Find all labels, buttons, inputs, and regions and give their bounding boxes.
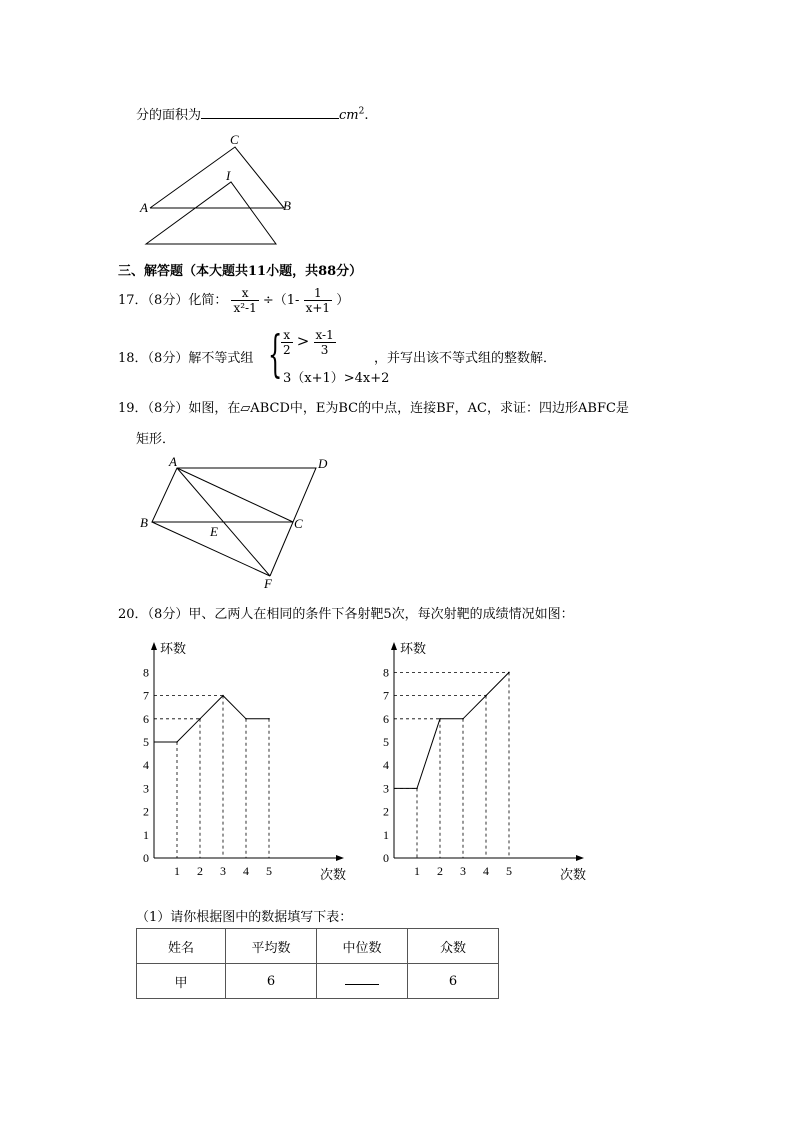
- table-row: [137, 964, 499, 999]
- result-table: [136, 928, 499, 999]
- q18-gt: >: [296, 332, 310, 350]
- data-point: [416, 788, 418, 790]
- q16-tail: [136, 104, 369, 123]
- label-b: B: [140, 515, 148, 530]
- median-blank[interactable]: [345, 974, 379, 985]
- data-point: [439, 718, 441, 720]
- q18-number: 18．（8分）解不等式组: [118, 351, 254, 366]
- cell-mean: 6: [226, 964, 317, 999]
- label-a: A: [169, 454, 177, 469]
- y-axis-label: 环数: [400, 641, 427, 656]
- y-tick-label: 3: [143, 781, 149, 796]
- data-point: [268, 718, 270, 720]
- y-tick-label: 1: [143, 827, 149, 842]
- q19-line-2: 矩形．: [136, 432, 176, 447]
- x-tick-label: 4: [483, 864, 489, 878]
- x-axis-label: 次数: [560, 867, 587, 882]
- x-tick-label: 2: [437, 864, 443, 878]
- series-line: [154, 696, 269, 742]
- label-e: E: [210, 524, 218, 539]
- q17-f1-den: x²-1: [233, 301, 257, 315]
- unit: cm: [339, 108, 359, 123]
- y-axis-label: 环数: [160, 641, 187, 656]
- series-line: [394, 672, 509, 788]
- x-axis-label: 次数: [320, 867, 347, 882]
- header-mode: 众数: [408, 929, 499, 964]
- data-point: [176, 741, 178, 743]
- cell-median[interactable]: [317, 964, 408, 999]
- segment-cf: [270, 522, 293, 576]
- triangle-shifted: [146, 182, 276, 244]
- q20-part-1: （1）请你根据图中的数据填写下表：: [136, 910, 353, 925]
- y-tick-label: 7: [383, 688, 389, 703]
- q18-tail: ，并写出该不等式组的整数解．: [374, 351, 557, 366]
- y-tick-label: 1: [383, 827, 389, 842]
- y-tick-label: 8: [143, 665, 149, 680]
- header-median: 中位数: [317, 929, 408, 964]
- q20-text: 20．（8分）甲、乙两人在相同的条件下各射靶5次，每次射靶的成绩情况如图：: [118, 607, 574, 622]
- x-tick-label: 5: [506, 864, 512, 878]
- cell-mode: 6: [408, 964, 499, 999]
- q16-end: .: [364, 108, 369, 123]
- section-title: 三、解答题（本大题共11小题，共88分）: [118, 264, 363, 279]
- y-tick-label: 5: [143, 735, 149, 749]
- data-point: [508, 672, 510, 674]
- header-name: 姓名: [137, 929, 226, 964]
- x-tick-label: 4: [243, 864, 249, 878]
- segment-ac: [177, 468, 293, 522]
- y-tick-label: 4: [383, 758, 389, 773]
- x-tick-label: 1: [174, 864, 180, 878]
- q18-rhs-num: x-1: [315, 328, 334, 342]
- q17-fraction-1: [231, 286, 258, 315]
- x-tick-label: 1: [414, 864, 420, 878]
- y-tick-label: 6: [143, 711, 149, 726]
- y-axis-arrow: [151, 642, 157, 650]
- label-b: B: [283, 198, 291, 213]
- q17-number: 17．（8分）化简：: [118, 293, 228, 308]
- y-tick-label: 3: [383, 781, 389, 796]
- q18-ineq-2: 3（x+1）>4x+2: [283, 371, 390, 386]
- q19-line-1: 19．（8分）如图，在▱ABCD中，E为BC的中点，连接BF，AC，求证：四边形ABFC是: [118, 401, 629, 416]
- q16-prefix: 分的面积为: [136, 108, 202, 123]
- chart-yi: [370, 636, 600, 886]
- y-tick-label: 7: [143, 688, 149, 703]
- label-c: C: [294, 516, 303, 531]
- data-point: [199, 718, 201, 720]
- unit-exp: 2: [358, 106, 365, 117]
- x-tick-label: 3: [460, 864, 466, 878]
- q17-f2-den: x+1: [305, 301, 331, 315]
- question-17: [118, 286, 349, 315]
- q17-close: ）: [336, 293, 350, 308]
- x-axis-arrow: [336, 855, 344, 861]
- q17-f2-num: 1: [304, 286, 332, 301]
- data-point: [245, 718, 247, 720]
- q17-op: ÷（1-: [262, 293, 300, 308]
- label-c: C: [230, 132, 239, 147]
- q18-ineq-1: [281, 328, 336, 357]
- y-tick-label: 0: [143, 851, 149, 865]
- q17-f1-num: x: [231, 286, 258, 301]
- q18-lhs-num: x: [281, 328, 293, 343]
- y-tick-label: 8: [383, 665, 389, 680]
- q18-rhs-den: 3: [320, 343, 329, 357]
- y-tick-label: 5: [383, 735, 389, 749]
- label-f: F: [264, 576, 272, 591]
- answer-blank: [201, 107, 339, 119]
- y-tick-label: 0: [383, 851, 389, 865]
- x-tick-label: 3: [220, 864, 226, 878]
- x-tick-label: 5: [266, 864, 272, 878]
- y-tick-label: 6: [383, 711, 389, 726]
- label-d: D: [318, 456, 328, 471]
- triangle-figure: [136, 128, 296, 250]
- x-axis-arrow: [576, 855, 584, 861]
- data-point: [222, 695, 224, 697]
- q17-fraction-2: [304, 286, 332, 315]
- y-axis-arrow: [391, 642, 397, 650]
- label-i: I: [226, 168, 231, 183]
- y-tick-label: 2: [383, 804, 389, 819]
- table-header-row: [137, 929, 499, 964]
- y-tick-label: 2: [143, 804, 149, 819]
- triangle-abc: [150, 147, 284, 208]
- chart-jia: [130, 636, 360, 886]
- system-brace: {: [268, 325, 283, 383]
- x-tick-label: 2: [197, 864, 203, 878]
- q18-lhs-den: 2: [283, 343, 291, 357]
- label-a: A: [140, 200, 148, 215]
- cell-name: 甲: [137, 964, 226, 999]
- data-point: [462, 718, 464, 720]
- data-point: [485, 695, 487, 697]
- y-tick-label: 4: [143, 758, 149, 773]
- parallelogram-figure: [136, 452, 336, 592]
- header-mean: 平均数: [226, 929, 317, 964]
